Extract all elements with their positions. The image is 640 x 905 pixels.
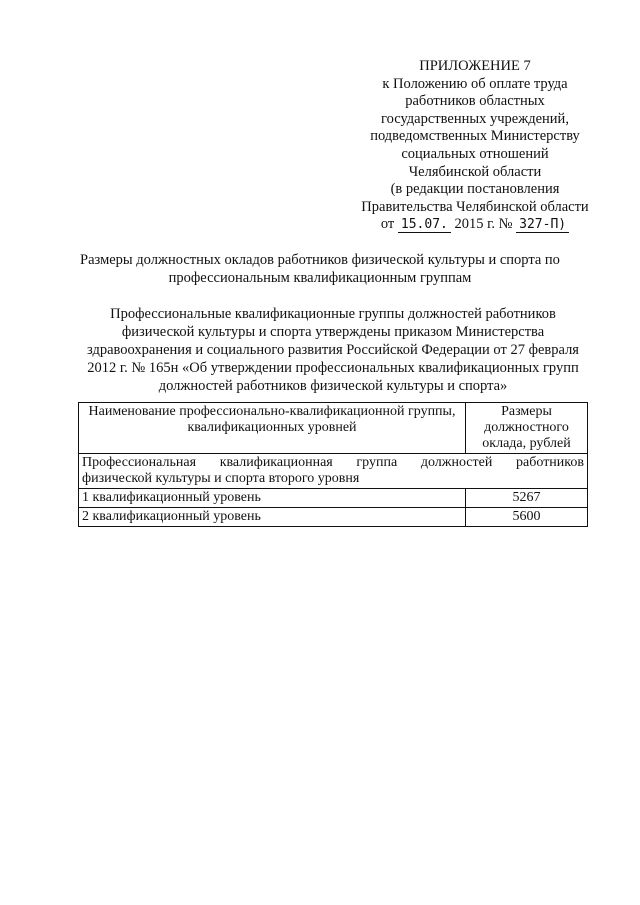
appendix-line: работников областных bbox=[405, 93, 545, 110]
appendix-line: государственных учреждений, bbox=[381, 110, 569, 127]
table-row bbox=[79, 489, 588, 508]
resolution-date-line bbox=[330, 216, 620, 234]
date-prefix: от bbox=[380, 216, 395, 233]
date-year: 2015 г. № bbox=[454, 216, 513, 233]
salary-value-cell: 5600 bbox=[466, 508, 588, 527]
appendix-line: Правительства Челябинской области bbox=[361, 198, 589, 215]
appendix-line: подведомственных Министерству bbox=[370, 128, 580, 145]
group-title-line: Профессиональная квалификационная группа должностей работников bbox=[82, 455, 584, 470]
table-group-row bbox=[79, 454, 588, 489]
group-title-cell bbox=[79, 454, 588, 489]
table-row bbox=[79, 508, 588, 527]
appendix-header bbox=[330, 58, 620, 234]
resolution-number: 327-П) bbox=[516, 217, 569, 233]
document-title: Размеры должностных окладов работников физической культуры и спорта по профессиональным квалификационным группам bbox=[80, 252, 560, 286]
resolution-date: 15.07. bbox=[398, 217, 451, 233]
intro-paragraph: Профессиональные квалификационные группы должностей работников физической культуры и спорта утверждены приказом Министерства здравоохранения и социального развития Российской Федерации от 27 февраля 2012 г. № 165н «Об утверждении профессиональных квалификационных групп должностей работников физической культуры и спорта» bbox=[87, 306, 579, 394]
salary-value-cell: 5267 bbox=[466, 489, 588, 508]
appendix-line: (в редакции постановления bbox=[390, 181, 560, 198]
column-header-salary: Размеры должностного оклада, рублей bbox=[466, 403, 588, 454]
salary-table bbox=[78, 402, 588, 527]
appendix-line: Челябинской области bbox=[408, 163, 542, 180]
appendix-line: к Положению об оплате труда bbox=[382, 75, 568, 92]
level-name-cell: 2 квалификационный уровень bbox=[79, 508, 466, 527]
level-name-cell: 1 квалификационный уровень bbox=[79, 489, 466, 508]
column-header-group: Наименование профессионально-квалификационной группы, квалификационных уровней bbox=[79, 403, 466, 454]
table-header-row bbox=[79, 403, 588, 454]
group-title-line: физической культуры и спорта второго уровня bbox=[82, 471, 360, 486]
appendix-line: социальных отношений bbox=[401, 145, 549, 162]
appendix-heading: ПРИЛОЖЕНИЕ 7 bbox=[419, 58, 531, 74]
